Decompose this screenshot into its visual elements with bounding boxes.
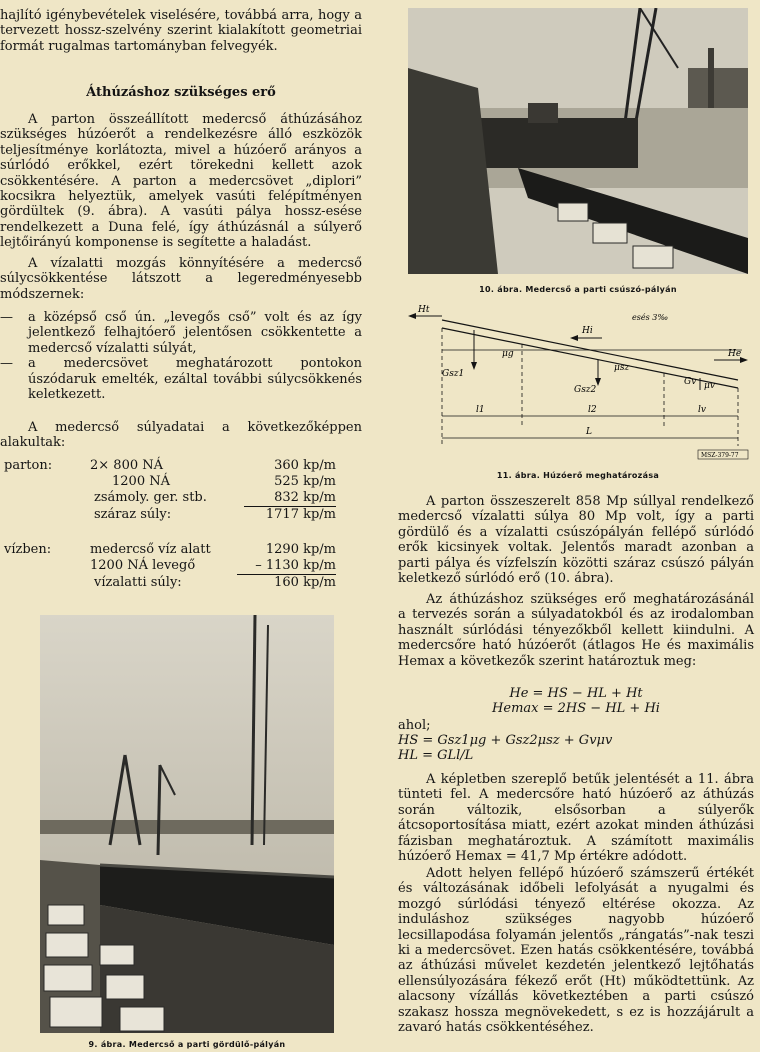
vizben-label: vízben:: [4, 542, 52, 557]
method-list: [0, 310, 362, 402]
weight-value: 525 kp/m: [274, 474, 336, 489]
table-row: [4, 575, 336, 592]
paragraph-7: Adott helyen fellépő húzóerő számszerű értékét és változásának időbeli lefolyását a nyugalmi és mozgó súrlódási tényező eltérése okozza. Az induláshoz szükséges nagyobb húzóerő lecsillapodása folyamán jelentős „rángatás”-nak teszi ki a medercsövet. Ezen hatás csökkentésére, továbbá az áthúzási művelet kezdetén jelentkező lejtőhatás ellensúlyozására fékező erőt (Ht) működtettünk. Az alacsony vízállás következtében a parti csúszó szakasz hossza megnövekedett, s ez is hozzájárult a zavaró hatás csökkentéséhez.: [398, 866, 754, 1036]
weight-value: 1290 kp/m: [265, 542, 336, 557]
figure-11-diagram: [402, 298, 752, 460]
weight-desc: medercső víz alatt: [90, 542, 211, 557]
paragraph-6: A képletben szereplő betűk jelentését a 11. ábra tünteti fel. A medercsőre ható húzóerő az áthúzás során változik, elsősorban a súlyerők átcsoportosítása miatt, ezért azokat minden áthúzási fázisban meghatároztuk. A számított maximális húzóerő Hemax = 41,7 Mp értékre adódott.: [398, 772, 754, 865]
weight-value: 832 kp/m: [274, 490, 336, 505]
total-label: száraz súly:: [94, 506, 172, 522]
table-row: [4, 474, 336, 490]
ahol-label: ahol;: [398, 718, 431, 733]
formula-2: Hemax = 2HS − HL + Hi: [492, 701, 660, 716]
formula-3: HS = Gsz1μg + Gsz2μsz + Gvμv: [398, 733, 613, 749]
table-row: [4, 490, 336, 507]
label-gv: Gv: [684, 377, 697, 387]
paragraph-5: Az áthúzáshoz szükséges erő meghatározásánál a tervezés során a súlyadatokból és az irodalomban használt súrlódási tényezőkből kellett kiindulni. A medercsőre ható húzóerőt (átlagos He és maximális Hemax a következők szerint határoztuk meg:: [398, 592, 754, 669]
table-row: [4, 507, 336, 524]
figure-9-photo: [40, 615, 334, 1033]
weight-desc: 2× 800 NÁ: [90, 458, 164, 473]
weight-desc: 1200 NÁ: [112, 474, 170, 489]
total-label: vízalatti súly:: [94, 574, 182, 590]
total-value: 160 kp/m: [237, 575, 336, 592]
label-gsz1: Gsz1: [442, 369, 465, 379]
label-hi: Hi: [582, 326, 593, 336]
label-slope: esés 3‰: [632, 313, 669, 322]
parton-label: parton:: [4, 458, 53, 473]
intro-paragraph: hajlító igénybevételek viselésére, továbbá arra, hogy a tervezett hossz-szelvény szerint kialakított geometriai formát rugalmas tartományban felvegyék.: [0, 8, 362, 54]
label-L: L: [586, 427, 592, 437]
weights-table-parton: [4, 458, 336, 523]
label-muv: μv: [704, 381, 715, 391]
table-row: [4, 458, 336, 474]
label-mug: μg: [502, 349, 514, 359]
figure-11-caption: 11. ábra. Húzóerő meghatározása: [496, 471, 660, 480]
list-item: — a medercsövet meghatározott pontokon úszódaruk emelték, ezáltal további súlycsökkenés keletkezett.: [0, 356, 362, 402]
pipe-rollers-image: [40, 615, 334, 1033]
label-musz: μsz: [614, 363, 630, 373]
label-l1: l1: [476, 405, 485, 415]
formula-4: HL = GLl/L: [398, 748, 474, 764]
label-gsz2: Gsz2: [574, 385, 597, 395]
section-heading: Áthúzáshoz szükséges erő: [86, 85, 276, 100]
list-item: — a középső cső ún. „levegős cső” volt és az így jelentkező felhajtóerő jelentősen csökkentette a medercső vízalatti súlyát,: [0, 310, 362, 356]
pipe-slide-image: [408, 8, 748, 274]
table-row: [4, 558, 336, 575]
label-lv: lv: [698, 405, 706, 415]
total-value: 1717 kp/m: [244, 507, 336, 524]
table-row: [4, 542, 336, 558]
label-l2: l2: [588, 405, 597, 415]
paragraph-3: A medercső súlyadatai a következőképpen alakultak:: [0, 420, 362, 451]
figure-10-photo: [408, 8, 748, 274]
figure-9-caption: 9. ábra. Medercső a parti gördülő-pályán: [88, 1040, 286, 1049]
label-ht: Ht: [418, 305, 430, 315]
weight-desc: zsámoly. ger. stb.: [94, 490, 207, 506]
weight-value: – 1130 kp/m: [255, 558, 336, 573]
paragraph-2: A vízalatti mozgás könnyítésére a medercső súlycsökkentése látszott a legeredményesebb módszernek:: [0, 256, 362, 302]
paragraph-1: A parton összeállított medercső áthúzásához szükséges húzóerőt a rendelkezésre álló eszközök teljesítménye korlátozta, mivel a húzóerő arányos a súrlódó erőkkel, ezért törekedni kellett azok csökkentésére. A parton a medercsövet „diplori” kocsikra helyeztük, amelyek vasúti felépítményen gördültek (9. ábra). A vasúti pálya hossz-esése rendelkezett a Duna felé, így áthúzásnál a súlyerő lejtőirányú komponense is segítette a haladást.: [0, 112, 362, 251]
figure-10-caption: 10. ábra. Medercső a parti csúszó-pályán: [479, 285, 677, 294]
formula-1: He = HS − HL + Ht: [509, 686, 643, 701]
label-code: MSZ-379-77: [701, 452, 739, 459]
weight-desc: 1200 NÁ levegő: [90, 558, 196, 574]
label-he: He: [728, 349, 742, 359]
paragraph-4: A parton összeszerelt 858 Mp súllyal rendelkező medercső vízalatti súlya 80 Mp volt, így a parti gördülő és a vízalatti csúszópályán fellépő súrlódó erők kicsinyek voltak. Jelentős maradt azonban a parti pálya és vízfelszín közötti száraz csúszó pályán keletkező súrlódó erő (10. ábra).: [398, 494, 754, 587]
weight-value: 360 kp/m: [274, 458, 336, 473]
weights-table-vizben: [4, 542, 336, 591]
